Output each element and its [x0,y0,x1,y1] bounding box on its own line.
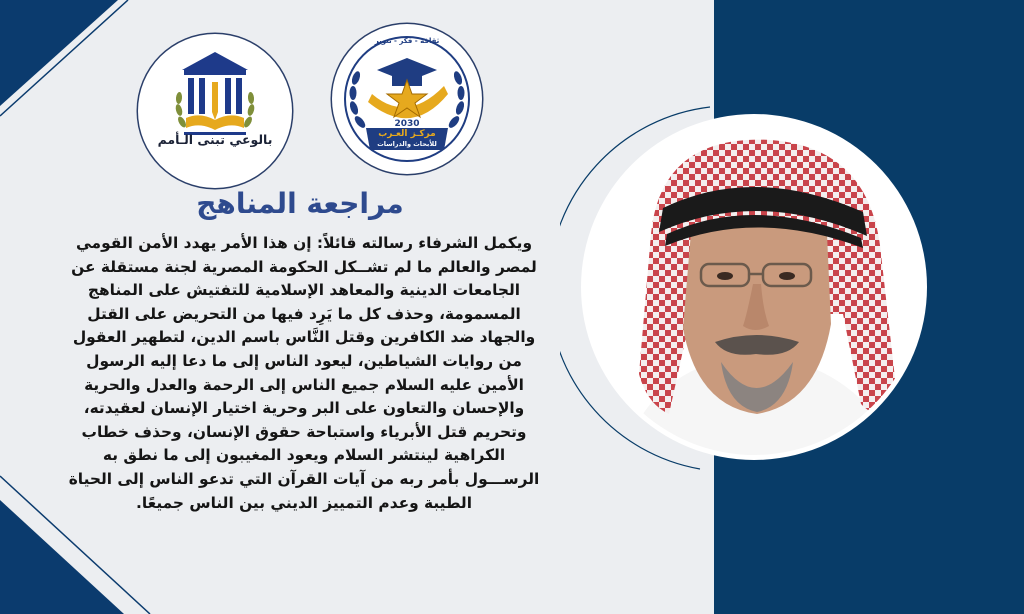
logo-arc-text: ثقافة - فكر - تنوير [374,37,440,45]
graduation-cap-star-icon [332,24,482,174]
logo-arab-center [332,24,482,174]
body-line: الكراهية لينتشر السلام ويعود المغيبون إلى ما نطق به [102,446,506,465]
university-book-pen-icon [138,34,292,188]
body-line: المسمومة، وحذف كل ما يَرِد فيها من التحريض على القتل [87,304,521,323]
body-line: وتحريم قتل الأبرياء واستباحة حقوق الإنسان، وحذف خطاب [81,422,527,441]
logo-year: 2030 [394,119,420,129]
body-line: الجامعات الدينية والمعاهد الإسلامية للتفتيش على المناهج [87,281,521,300]
page-title: مراجعة المناهج [196,187,404,220]
logo-caption: بالوعي تبنى الـأمم [157,132,273,147]
portrait-frame [581,114,927,460]
body-line: الطيبة وعدم التمييز الديني بين الناس جميعًا. [136,493,472,512]
body-line: الرســـول بأمر ربه من آيات القرآن التي تدعو الناس إلى الحياة [68,469,540,488]
body-line: من روايات الشياطين، ليعود الناس إلى ما دعا إليه الرسول [86,351,522,370]
body-line: لمصر والعالم ما لم تشــكل الحكومة المصرية لجنة مستقلة عن [71,257,537,276]
body-line: والجهاد ضد الكافرين وقتل النَّاس باسم الدين، لتطهير العقول [72,328,536,347]
body-line: والإحسان والتعاون على البر وحرية اختيار الإنسان لعقيدته، [83,399,525,418]
logo-awareness [138,34,292,188]
body-line: الأمين عليه السلام جميع الناس إلى الرحمة والعدل والحرية [84,375,524,394]
body-line: ويكمل الشرفاء رسالته قائلاً: إن هذا الأمر يهدد الأمن القومي [75,234,533,252]
man-portrait-icon [581,114,927,460]
logo-subname: للأبحاث والدراسات [377,140,437,148]
logo-name: مركـز العـرب [378,129,436,139]
article-body [36,232,572,515]
